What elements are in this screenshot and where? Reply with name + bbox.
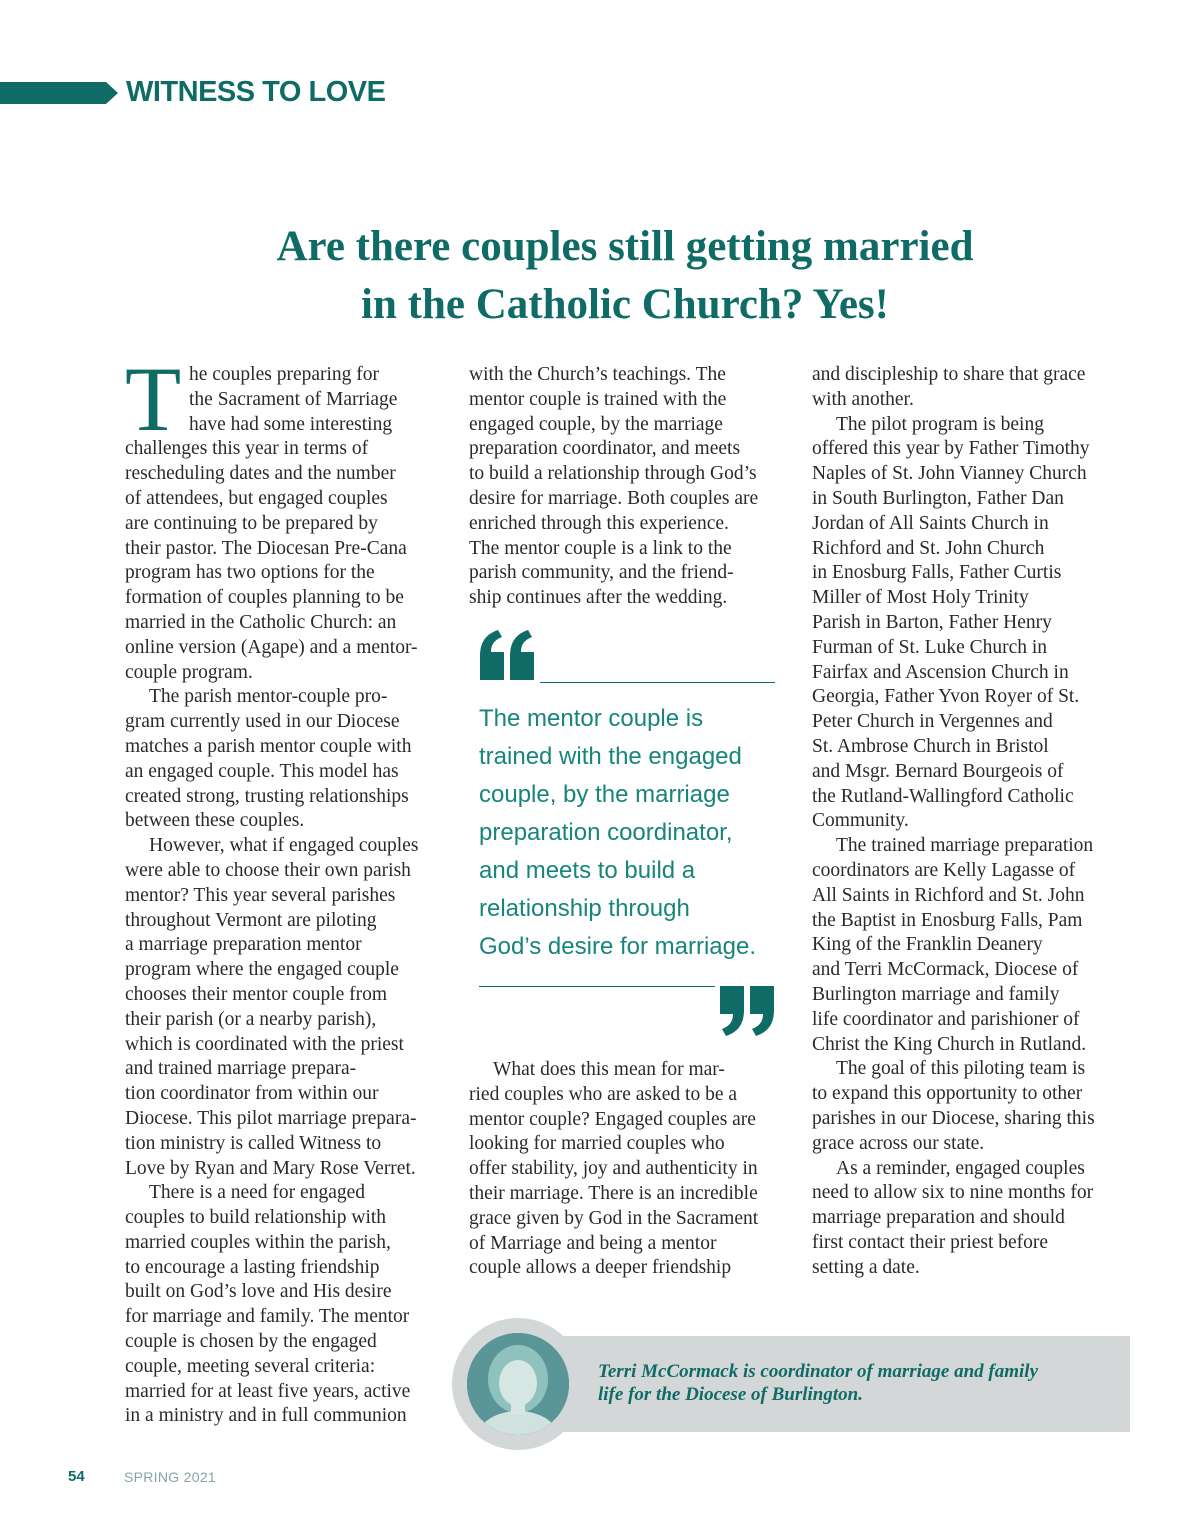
body-line: offer stability, joy and authenticity in xyxy=(469,1158,758,1180)
pullquote-rule xyxy=(540,682,775,683)
body-line: between these couples. xyxy=(125,810,305,832)
close-quote-icon xyxy=(716,984,776,1036)
body-line: Georgia, Father Yvon Royer of St. xyxy=(812,686,1080,708)
author-photo xyxy=(467,1333,569,1435)
body-line: coordinators are Kelly Lagasse of xyxy=(812,859,1076,881)
body-line: with the Church’s teachings. The xyxy=(469,364,726,385)
body-line: grace given by God in the Sacrament xyxy=(469,1207,759,1229)
body-line: for marriage and family. The mentor xyxy=(125,1306,410,1328)
body-line: program has two options for the xyxy=(125,562,375,584)
body-line: married couples within the parish, xyxy=(125,1231,391,1253)
body-line: mentor couple is trained with the xyxy=(469,388,727,410)
body-line: However, what if engaged couples xyxy=(149,835,419,857)
pullquote-line: The mentor couple is xyxy=(479,705,704,732)
body-line: which is coordinated with the priest xyxy=(125,1033,404,1055)
body-line: marriage preparation and should xyxy=(812,1207,1065,1229)
body-line: offered this year by Father Timothy xyxy=(812,438,1090,460)
body-line: Richford and St. John Church xyxy=(812,537,1045,559)
body-line: Diocese. This pilot marriage prepara- xyxy=(125,1107,417,1129)
pullquote-line: trained with the engaged xyxy=(479,743,742,770)
body-line: Peter Church in Vergennes and xyxy=(812,711,1053,733)
section-banner-bar xyxy=(0,82,118,104)
body-line: mentor? This year several parishes xyxy=(125,884,396,906)
body-line: an engaged couple. This model has xyxy=(125,760,399,782)
body-line: couples to build relationship with xyxy=(125,1207,387,1229)
page-number: 54 xyxy=(68,1468,85,1485)
body-line: in South Burlington, Father Dan xyxy=(812,487,1064,509)
body-line: their parish (or a nearby parish), xyxy=(125,1008,377,1030)
pullquote-line: preparation coordinator, xyxy=(479,819,733,846)
body-line: ship continues after the wedding. xyxy=(469,587,728,609)
article-column-2 xyxy=(469,363,789,611)
body-line: married for at least five years, active xyxy=(125,1380,411,1402)
body-line: St. Ambrose Church in Bristol xyxy=(812,735,1049,757)
body-line: to build a relationship through God’s xyxy=(469,463,757,485)
body-line: Love by Ryan and Mary Rose Verret. xyxy=(125,1157,416,1179)
body-line: The trained marriage preparation xyxy=(836,835,1094,857)
body-line: program where the engaged couple xyxy=(125,959,399,981)
body-line: are continuing to be prepared by xyxy=(125,512,378,534)
body-line: first contact their priest before xyxy=(812,1231,1049,1253)
issue-label: SPRING 2021 xyxy=(124,1469,217,1485)
author-bio-line: Terri McCormack is coordinator of marriage and family xyxy=(598,1361,1039,1382)
body-line: their marriage. There is an incredible xyxy=(469,1182,758,1204)
body-line: a marriage preparation mentor xyxy=(125,934,362,956)
body-line: rescheduling dates and the number xyxy=(125,463,396,485)
body-line: and Terri McCormack, Diocese of xyxy=(812,959,1079,981)
author-bio-line: life for the Diocese of Burlington. xyxy=(598,1384,863,1405)
section-label: WITNESS TO LOVE xyxy=(126,76,386,108)
body-line: couple, meeting several criteria: xyxy=(125,1355,376,1377)
headline-line: in the Catholic Church? Yes! xyxy=(361,281,889,328)
body-line: enriched through this experience. xyxy=(469,512,729,534)
body-line: ried couples who are asked to be a xyxy=(469,1083,738,1105)
body-line: There is a need for engaged xyxy=(149,1182,366,1204)
body-line: and trained marriage prepara- xyxy=(125,1058,357,1080)
body-line: with another. xyxy=(812,388,914,410)
article-column-1 xyxy=(125,348,445,1429)
body-line: the Rutland-Wallingford Catholic xyxy=(812,785,1074,807)
body-line: to encourage a lasting friendship xyxy=(125,1256,380,1278)
body-line: The goal of this piloting team is xyxy=(836,1058,1086,1080)
body-line: and discipleship to share that grace xyxy=(812,364,1086,385)
headline xyxy=(150,218,1100,334)
body-line: the Sacrament of Marriage xyxy=(189,388,398,410)
body-line: The mentor couple is a link to the xyxy=(469,537,732,559)
pull-quote xyxy=(479,700,779,966)
body-line: All Saints in Richford and St. John xyxy=(812,884,1085,906)
body-line: gram currently used in our Diocese xyxy=(125,711,400,733)
article-column-3 xyxy=(812,363,1132,1280)
body-line: Jordan of All Saints Church in xyxy=(812,512,1049,534)
body-line: formation of couples planning to be xyxy=(125,587,404,609)
body-line: the Baptist in Enosburg Falls, Pam xyxy=(812,909,1083,931)
body-line: chooses their mentor couple from xyxy=(125,983,388,1005)
body-line: built on God’s love and His desire xyxy=(125,1281,392,1303)
body-line: couple program. xyxy=(125,661,253,683)
body-line: Naples of St. John Vianney Church xyxy=(812,463,1087,485)
pullquote-line: relationship through xyxy=(479,895,690,922)
body-line: and Msgr. Bernard Bourgeois of xyxy=(812,760,1064,782)
body-line: Christ the King Church in Rutland. xyxy=(812,1033,1087,1055)
pullquote-line: God’s desire for marriage. xyxy=(479,933,757,960)
open-quote-icon xyxy=(478,630,538,682)
body-line: of attendees, but engaged couples xyxy=(125,487,388,509)
pullquote-line: couple, by the marriage xyxy=(479,781,730,808)
body-line: tion ministry is called Witness to xyxy=(125,1132,382,1154)
body-line: The pilot program is being xyxy=(836,413,1044,435)
body-line: desire for marriage. Both couples are xyxy=(469,487,759,509)
body-line: What does this mean for mar- xyxy=(493,1059,725,1080)
author-bio xyxy=(598,1360,1118,1406)
body-line: tion coordinator from within our xyxy=(125,1083,379,1105)
body-line: parish community, and the friend- xyxy=(469,562,734,584)
body-line: Community. xyxy=(812,810,909,832)
body-line: As a reminder, engaged couples xyxy=(836,1157,1085,1179)
body-line: were able to choose their own parish xyxy=(125,859,411,881)
body-line: preparation coordinator, and meets xyxy=(469,438,741,460)
body-line: mentor couple? Engaged couples are xyxy=(469,1108,756,1130)
body-line: in Enosburg Falls, Father Curtis xyxy=(812,562,1062,584)
pullquote-line: and meets to build a xyxy=(479,857,696,884)
body-line: Miller of Most Holy Trinity xyxy=(812,587,1029,609)
body-line: throughout Vermont are piloting xyxy=(125,909,377,931)
body-line: setting a date. xyxy=(812,1256,920,1278)
headline-line: Are there couples still getting married xyxy=(276,223,974,270)
body-line: couple is chosen by the engaged xyxy=(125,1331,377,1353)
body-line: challenges this year in terms of xyxy=(125,438,369,460)
body-line: online version (Agape) and a mentor- xyxy=(125,636,418,658)
body-line: of Marriage and being a mentor xyxy=(469,1232,717,1254)
body-line: Fairfax and Ascension Church in xyxy=(812,661,1069,683)
body-line: life coordinator and parishioner of xyxy=(812,1008,1080,1030)
body-line: in a ministry and in full communion xyxy=(125,1405,407,1427)
body-line: parishes in our Diocese, sharing this xyxy=(812,1107,1095,1129)
body-line: created strong, trusting relationships xyxy=(125,785,409,807)
body-line: need to allow six to nine months for xyxy=(812,1182,1094,1204)
body-line: have had some interesting xyxy=(189,413,393,435)
body-line: Burlington marriage and family xyxy=(812,983,1060,1005)
body-line: Furman of St. Luke Church in xyxy=(812,636,1048,658)
body-line: Parish in Barton, Father Henry xyxy=(812,611,1052,633)
body-line: The parish mentor-couple pro- xyxy=(149,686,388,708)
body-line: couple allows a deeper friendship xyxy=(469,1257,732,1279)
dropcap: T xyxy=(125,348,182,450)
article-column-2-continued xyxy=(469,1058,758,1281)
pullquote-rule xyxy=(479,986,715,987)
body-line: to expand this opportunity to other xyxy=(812,1083,1083,1105)
body-line: married in the Catholic Church: an xyxy=(125,611,397,633)
body-line: matches a parish mentor couple with xyxy=(125,735,412,757)
body-line: King of the Franklin Deanery xyxy=(812,934,1043,956)
body-line: engaged couple, by the marriage xyxy=(469,413,723,435)
body-line: their pastor. The Diocesan Pre-Cana xyxy=(125,537,407,559)
body-line: he couples preparing for xyxy=(189,364,380,385)
body-line: grace across our state. xyxy=(812,1132,985,1154)
body-line: looking for married couples who xyxy=(469,1133,725,1155)
